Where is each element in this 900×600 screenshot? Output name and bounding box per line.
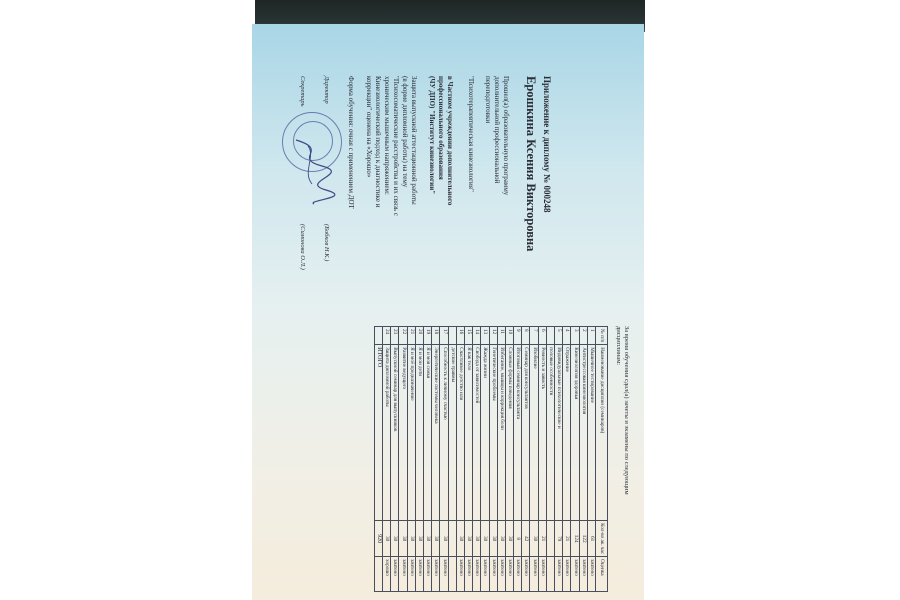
total-label: ИТОГО (374, 345, 382, 521)
cell-name: Способность к личному счастью (440, 345, 448, 521)
institution-line: (ЧУ ДПО) "Институт кинезиологии" (428, 76, 436, 195)
cell-no: 22 (399, 327, 407, 345)
cell-name: Защита дипломной работы (383, 345, 391, 521)
cell-name: Выпускной семинар для выпускников (391, 345, 399, 521)
cell-grade: зачтено (587, 557, 595, 592)
cell-name: Индивидуальные психологические и (555, 345, 563, 521)
cell-name: Я и моё предназначение (407, 345, 415, 521)
table-intro-line: дисциплинам: (615, 326, 622, 366)
cell-grade: зачтено (440, 557, 448, 592)
table-header-row (596, 327, 608, 592)
program-line: дополнительной профессиональной (493, 76, 501, 184)
cell-grade: зачтено (473, 557, 481, 592)
cell-name: Изобилие (530, 345, 538, 521)
cell-hours: 79 (555, 521, 563, 557)
table-row (555, 327, 563, 592)
cell-hours: 30 (432, 521, 440, 557)
cell-no: 5 (555, 327, 563, 345)
cell-no: 14 (473, 327, 481, 345)
cell-hours: 61 (587, 521, 595, 557)
cell-hours: 42 (522, 521, 530, 557)
cell-hours: 30 (489, 521, 497, 557)
director-label: Директор (323, 76, 330, 104)
table-row (456, 327, 464, 592)
table-row (563, 327, 571, 592)
cell-hours: 30 (473, 521, 481, 557)
cell-grade (546, 557, 554, 592)
cell-hours: 8 (514, 521, 522, 557)
cell-no: 23 (391, 327, 399, 345)
cell-hours: 30 (415, 521, 423, 557)
cell-hours: 30 (424, 521, 432, 557)
table-row (440, 327, 448, 592)
cell-hours: 30 (391, 521, 399, 557)
cell-name: Отражение (563, 345, 571, 521)
appendix-title: Приложение к диплому № 000248 (542, 76, 552, 213)
thesis-line: Защита выпускной аттестационной работы (410, 76, 418, 205)
right-page (260, 326, 630, 592)
cell-no: 21 (407, 327, 415, 345)
cell-no: 9 (514, 327, 522, 345)
table-row (424, 327, 432, 592)
cell-grade: зачтено (391, 557, 399, 592)
cell-grade: зачтено (424, 557, 432, 592)
secretary-name: (Симонова О.Л.) (299, 224, 306, 270)
cell-no: 3 (571, 327, 579, 345)
cell-no: 10 (505, 327, 513, 345)
signature-mark (286, 136, 336, 206)
table-row (530, 327, 538, 592)
cell-name: Антистрессовая кинезиология (579, 345, 587, 521)
cell-name: Энергетические системы человека (432, 345, 440, 521)
cell-hours (448, 521, 456, 557)
cell-name: половые особенности (546, 345, 554, 521)
table-row (448, 327, 456, 592)
cell-hours: 30 (456, 521, 464, 557)
cell-name: Кинезиология здоровья (571, 345, 579, 521)
cell-no: 11 (497, 327, 505, 345)
cell-hours: 30 (497, 521, 505, 557)
cell-grade: зачтено (514, 557, 522, 592)
cell-name: детские травмы (448, 345, 456, 521)
rotated-page (252, 24, 644, 600)
cell-grade: зачтено (497, 557, 505, 592)
cell-grade: зачтено (555, 557, 563, 592)
table-intro-line: За время обучения сдал(а) зачеты и экзамены по следующим (623, 326, 630, 495)
cell-no: 19 (424, 327, 432, 345)
holder-name: Ерошкина Ксения Викторовна (524, 76, 538, 252)
cell-grade: зачтено (415, 557, 423, 592)
cell-grade: зачтено (530, 557, 538, 592)
cell-no: 7 (530, 327, 538, 345)
cell-no: 24 (383, 327, 391, 345)
total-hours: 920 (374, 521, 382, 557)
thesis-line: "Психосоматические расстройства и их связь с (392, 76, 400, 216)
thesis-line: (в форме дипломной работы) на тему (401, 76, 409, 188)
cell-no: 2 (579, 327, 587, 345)
institution-line: профессионального образования (437, 76, 445, 180)
cell-hours: 124 (571, 521, 579, 557)
cell-name: Мышечное тестирование (587, 345, 595, 521)
cell-hours: 30 (481, 521, 489, 557)
cell-name: Я и мои дети (415, 345, 423, 521)
cell-no: 18 (432, 327, 440, 345)
cell-no: 16 (456, 327, 464, 345)
director-name: (Бобков Н.К.) (323, 224, 330, 262)
cell-no (546, 327, 554, 345)
cell-name: Семинар для консультантов (522, 345, 530, 521)
cell-hours: 21 (563, 521, 571, 557)
cell-hours: 30 (440, 521, 448, 557)
cell-hours: 30 (530, 521, 538, 557)
cell-name: Счастливое детство или (456, 345, 464, 521)
program-line: Прошел(а) образовательную программу (502, 76, 510, 196)
cell-total-empty (374, 557, 382, 592)
cell-hours: 122 (579, 521, 587, 557)
table-row (571, 327, 579, 592)
cell-hours (546, 521, 554, 557)
table-row (579, 327, 587, 592)
cell-grade: зачтено (579, 557, 587, 592)
study-form-line: Форма обучения: очная с применением ДОТ (347, 76, 355, 209)
cell-no: 15 (465, 327, 473, 345)
cell-no: 12 (489, 327, 497, 345)
secretary-label: Секретарь (299, 76, 306, 107)
cell-grade: зачтено (407, 557, 415, 592)
institution-line: в Частном учреждении дополнительного (446, 76, 454, 206)
table-row (432, 327, 440, 592)
cell-no: 6 (538, 327, 546, 345)
cell-grade: зачтено (399, 557, 407, 592)
table-row (546, 327, 554, 592)
cell-grade: зачтено (538, 557, 546, 592)
table-row (481, 327, 489, 592)
cell-no: 17 (440, 327, 448, 345)
cell-hours: 30 (383, 521, 391, 557)
cell-no: 20 (415, 327, 423, 345)
header-name: Наименование дисциплин (семинаров) (596, 345, 608, 521)
thesis-line: Кинезиологический подход к диагностике и (374, 76, 382, 208)
left-page (264, 76, 634, 296)
table-row (465, 327, 473, 592)
cell-name: Я и моя семья (424, 345, 432, 521)
program-title: "Психотерапевтическая кинезиология" (467, 76, 475, 192)
header-no: № п/п (596, 327, 608, 345)
cell-hours: 21 (538, 521, 546, 557)
thesis-line: хроническим мышечным напряжением: (383, 76, 391, 195)
cell-grade: зачтено (522, 557, 530, 592)
cell-grade: зачтено (432, 557, 440, 592)
table-row (538, 327, 546, 592)
cell-hours: 30 (407, 521, 415, 557)
cell-grade: зачтено (563, 557, 571, 592)
table-row (383, 327, 391, 592)
table-row (489, 327, 497, 592)
cell-no: 13 (481, 327, 489, 345)
cell-hours: 30 (505, 521, 513, 557)
cell-hours: 30 (465, 521, 473, 557)
cell-grade: зачтено (481, 557, 489, 592)
program-line: переподготовки (484, 76, 492, 124)
cell-name: Генетические проблемы (489, 345, 497, 521)
diploma-appendix-sheet (252, 24, 644, 600)
cell-hours: 30 (399, 521, 407, 557)
cell-grade: зачтено (456, 557, 464, 592)
cell-name: Жажда жизни (481, 345, 489, 521)
cell-grade: хорошо (383, 557, 391, 592)
cell-grade: зачтено (489, 557, 497, 592)
table-row (505, 327, 513, 592)
cell-grade: зачтено (505, 557, 513, 592)
cell-name: Избегание, мышцы и коррекция боли (497, 345, 505, 521)
header-hours: Кол-во ак. час (596, 521, 608, 557)
cell-name: Итоговый семинар консультанта (514, 345, 522, 521)
table-row (473, 327, 481, 592)
cell-no: 4 (563, 327, 571, 345)
cell-grade (448, 557, 456, 592)
cell-name: Я как тело (465, 345, 473, 521)
table-row (522, 327, 530, 592)
cell-grade: зачтено (465, 557, 473, 592)
cell-no: 1 (587, 327, 595, 345)
table-body (374, 327, 595, 592)
table-row (587, 327, 595, 592)
table-intro (614, 326, 630, 495)
cell-name: Свобода от зависимостей (473, 345, 481, 521)
cell-grade: зачтено (571, 557, 579, 592)
thesis-grade-line: коррекции" оценена на «Хорошо» (365, 76, 373, 178)
table-total-row (374, 327, 382, 592)
table-row (407, 327, 415, 592)
cell-total-empty (374, 327, 382, 345)
table-row (399, 327, 407, 592)
table-row (497, 327, 505, 592)
table-row (514, 327, 522, 592)
cell-name: Сложные формы поведения (505, 345, 513, 521)
cell-name: Ревность и зависть (538, 345, 546, 521)
cell-name: Развитие ведущего (399, 345, 407, 521)
table-row (391, 327, 399, 592)
table-row (415, 327, 423, 592)
cell-no (448, 327, 456, 345)
grades-table (374, 326, 608, 592)
cell-no: 8 (522, 327, 530, 345)
header-grade: Оценка (596, 557, 608, 592)
